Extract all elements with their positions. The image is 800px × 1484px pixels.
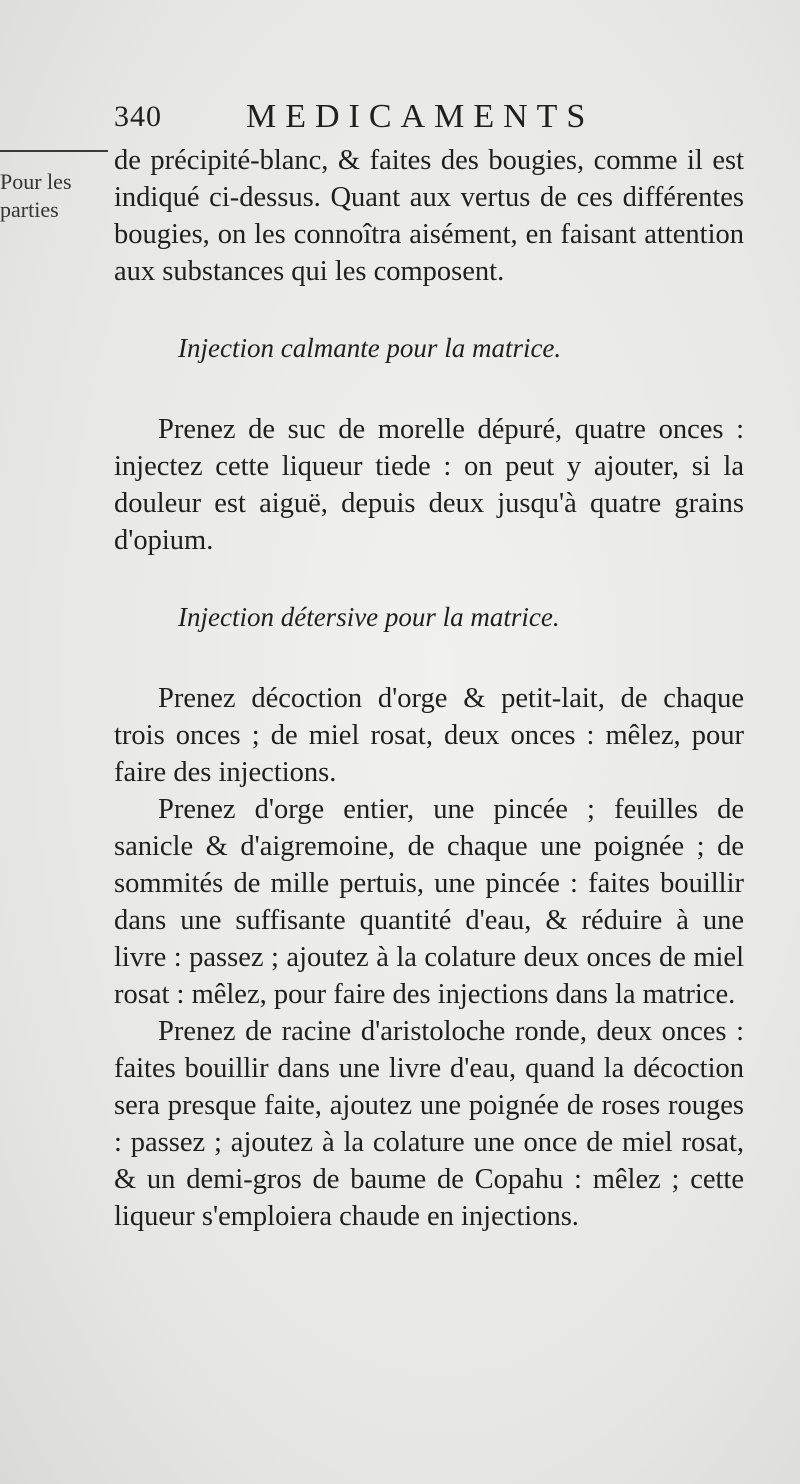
margin-note-line-1: Pour les [0, 169, 72, 194]
body-text [114, 142, 744, 1235]
margin-note [0, 168, 110, 224]
paragraph-calmante: Prenez de suc de morelle dépuré, quatre onces : injectez cette liqueur tiede : on peut y ajouter, si la douleur est aiguë, depuis deux jusqu'à quatre grains d'opium. [114, 414, 744, 556]
paragraph-detersive-1: Prenez décoction d'orge & petit-lait, de chaque trois onces ; de miel rosat, deux onces : mêlez, pour faire des injections. [114, 683, 744, 788]
margin-note-line-2: parties [0, 197, 59, 222]
running-head: MEDICAMENTS [246, 98, 595, 135]
paragraph-detersive-2: Prenez d'orge entier, une pincée ; feuilles de sanicle & d'aigremoine, de chaque une poignée ; de sommités de mille pertuis, une pincée : faites bouillir dans une suffisante quantité d'eau, & réduire à une livre : passez ; ajoutez à la colature deux onces de miel rosat : mêlez, pour faire des injections dans la matrice. [114, 794, 744, 1010]
page-number: 340 [114, 100, 162, 133]
paragraph-continuation: de précipité-blanc, & faites des bougies, comme il est indiqué ci-dessus. Quant aux vertus de ces différentes bougies, on les connoîtra aisément, en faisant attention aux substances qui les composent. [114, 145, 744, 287]
section-heading-detersive: Injection détersive pour la matrice. [178, 602, 560, 632]
paragraph-detersive-3: Prenez de racine d'aristoloche ronde, deux onces : faites bouillir dans une livre d'eau, quand la décoction sera presque faite, ajoutez une poignée de roses rouges : passez ; ajoutez à la colature une once de miel rosat, & un demi-gros de baume de Copahu : mêlez ; cette liqueur s'emploiera chaude en injections. [114, 1016, 744, 1232]
section-heading-calmante: Injection calmante pour la matrice. [178, 333, 562, 363]
header-rule [0, 150, 108, 152]
